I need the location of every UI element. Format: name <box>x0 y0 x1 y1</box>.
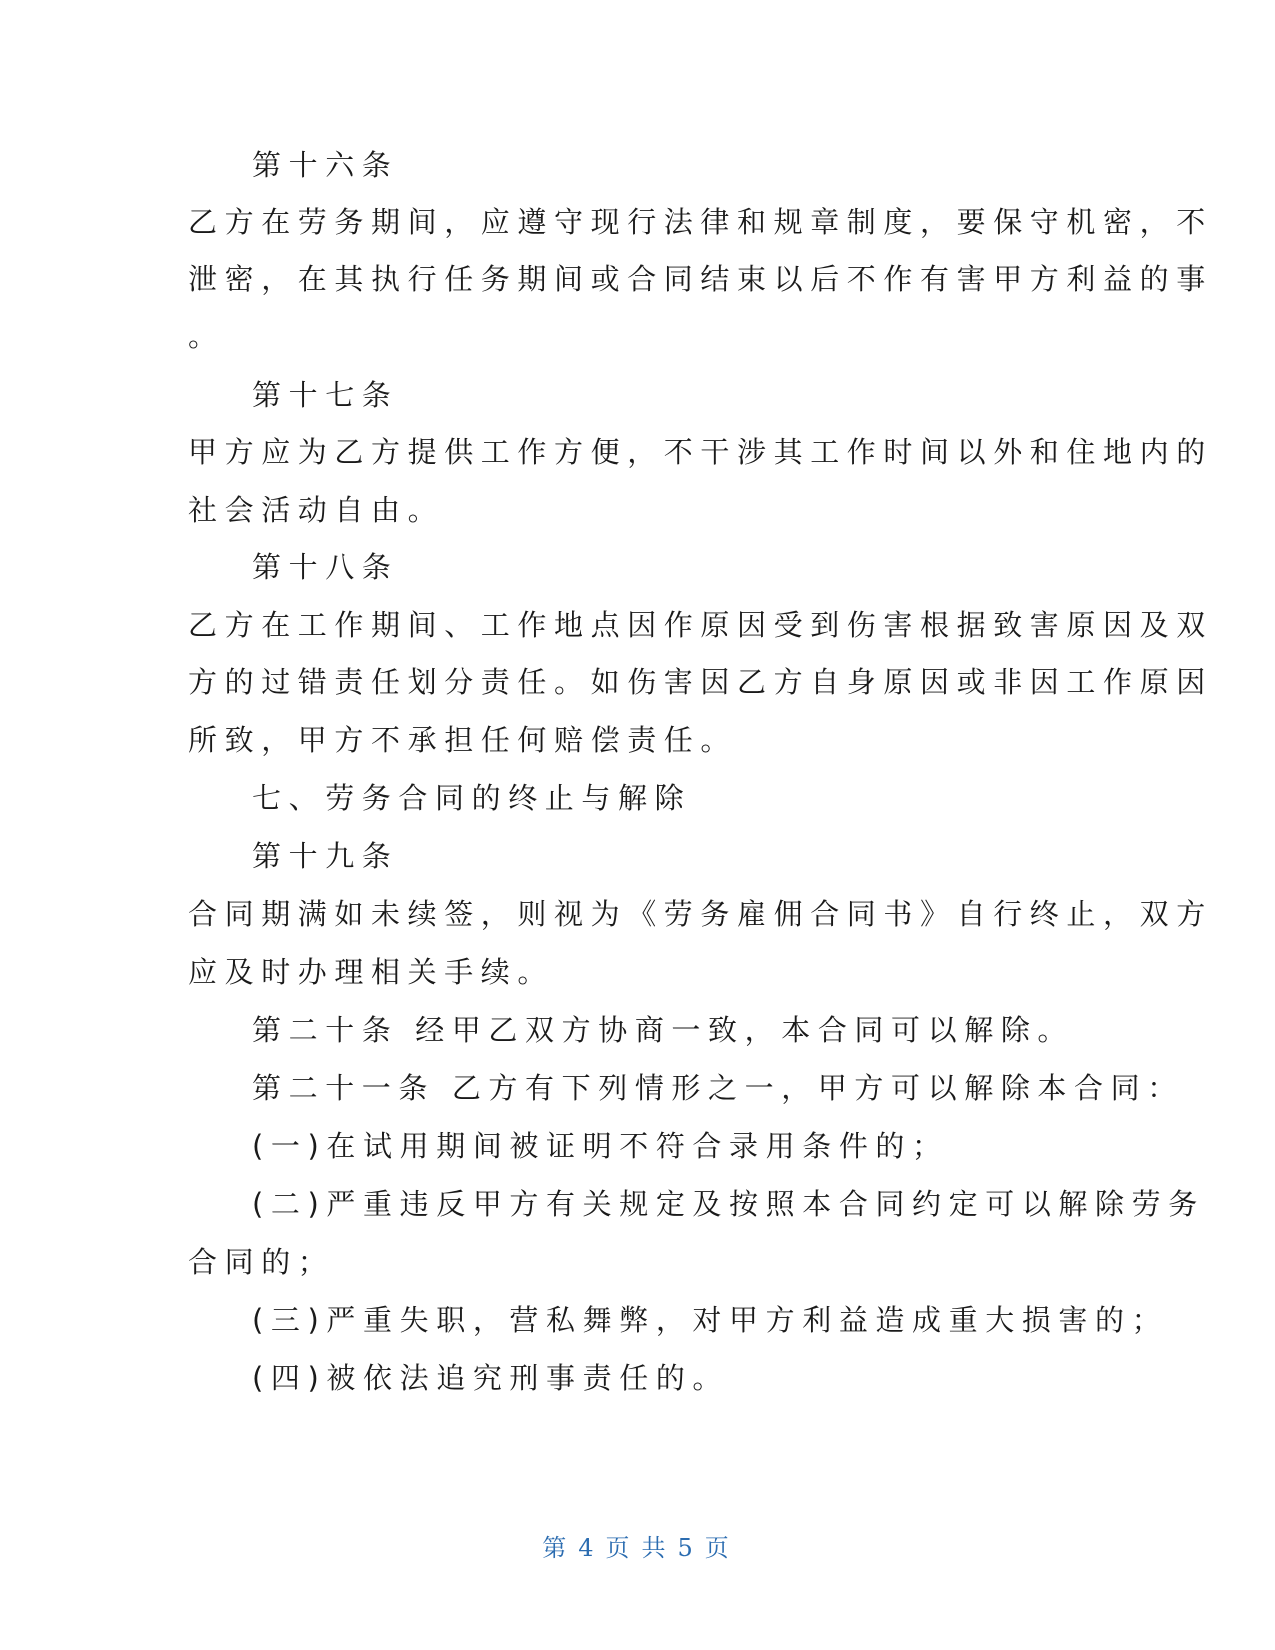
article-18-text-line-2: 方的过错责任划分责任。如伤害因乙方自身原因或非因工作原因 <box>188 665 1213 699</box>
footer-total-unit: 页 <box>704 1534 733 1562</box>
article-17-text-line-2: 社会活动自由。 <box>188 493 445 527</box>
section-7-heading: 七、劳务合同的终止与解除 <box>252 781 692 815</box>
article-19-text-line-1: 合同期满如未续签，则视为《劳务雇佣合同书》自行终止，双方 <box>188 897 1213 931</box>
footer-total-label: 共 <box>641 1534 670 1562</box>
article-19-heading: 第十九条 <box>252 839 399 873</box>
article-18-text-line-3: 所致，甲方不承担任何赔偿责任。 <box>188 723 738 757</box>
article-21-item-2-line-1: (二)严重违反甲方有关规定及按照本合同约定可以解除劳务 <box>252 1187 1205 1221</box>
article-17-heading: 第十七条 <box>252 378 399 412</box>
article-16-text-line-2: 泄密，在其执行任务期间或合同结束以后不作有害甲方利益的事 <box>188 262 1213 296</box>
article-16-text-line-1: 乙方在劳务期间，应遵守现行法律和规章制度，要保守机密，不 <box>188 205 1213 239</box>
page-footer <box>0 1528 1275 1563</box>
article-21-item-2-line-2: 合同的； <box>188 1245 335 1279</box>
footer-page-label: 第 <box>542 1534 571 1562</box>
article-21-item-1: (一)在试用期间被证明不符合录用条件的； <box>252 1129 949 1163</box>
article-18-heading: 第十八条 <box>252 550 399 584</box>
article-21-text: 第二十一条 乙方有下列情形之一，甲方可以解除本合同： <box>252 1071 1184 1105</box>
footer-total-pages: 5 <box>677 1534 697 1562</box>
article-21-item-4: (四)被依法追究刑事责任的。 <box>252 1361 730 1395</box>
article-21-item-3: (三)严重失职，营私舞弊，对甲方利益造成重大损害的； <box>252 1303 1169 1337</box>
article-17-text-line-1: 甲方应为乙方提供工作方便，不干涉其工作时间以外和住地内的 <box>188 435 1213 469</box>
footer-page-unit: 页 <box>605 1534 634 1562</box>
article-19-text-line-2: 应及时办理相关手续。 <box>188 955 555 989</box>
article-16-text-line-3: 。 <box>188 319 225 353</box>
article-16-heading: 第十六条 <box>252 148 399 182</box>
article-20-text: 第二十条 经甲乙双方协商一致，本合同可以解除。 <box>252 1013 1075 1047</box>
article-18-text-line-1: 乙方在工作期间、工作地点因作原因受到伤害根据致害原因及双 <box>188 608 1213 642</box>
footer-current-page: 4 <box>578 1534 598 1562</box>
